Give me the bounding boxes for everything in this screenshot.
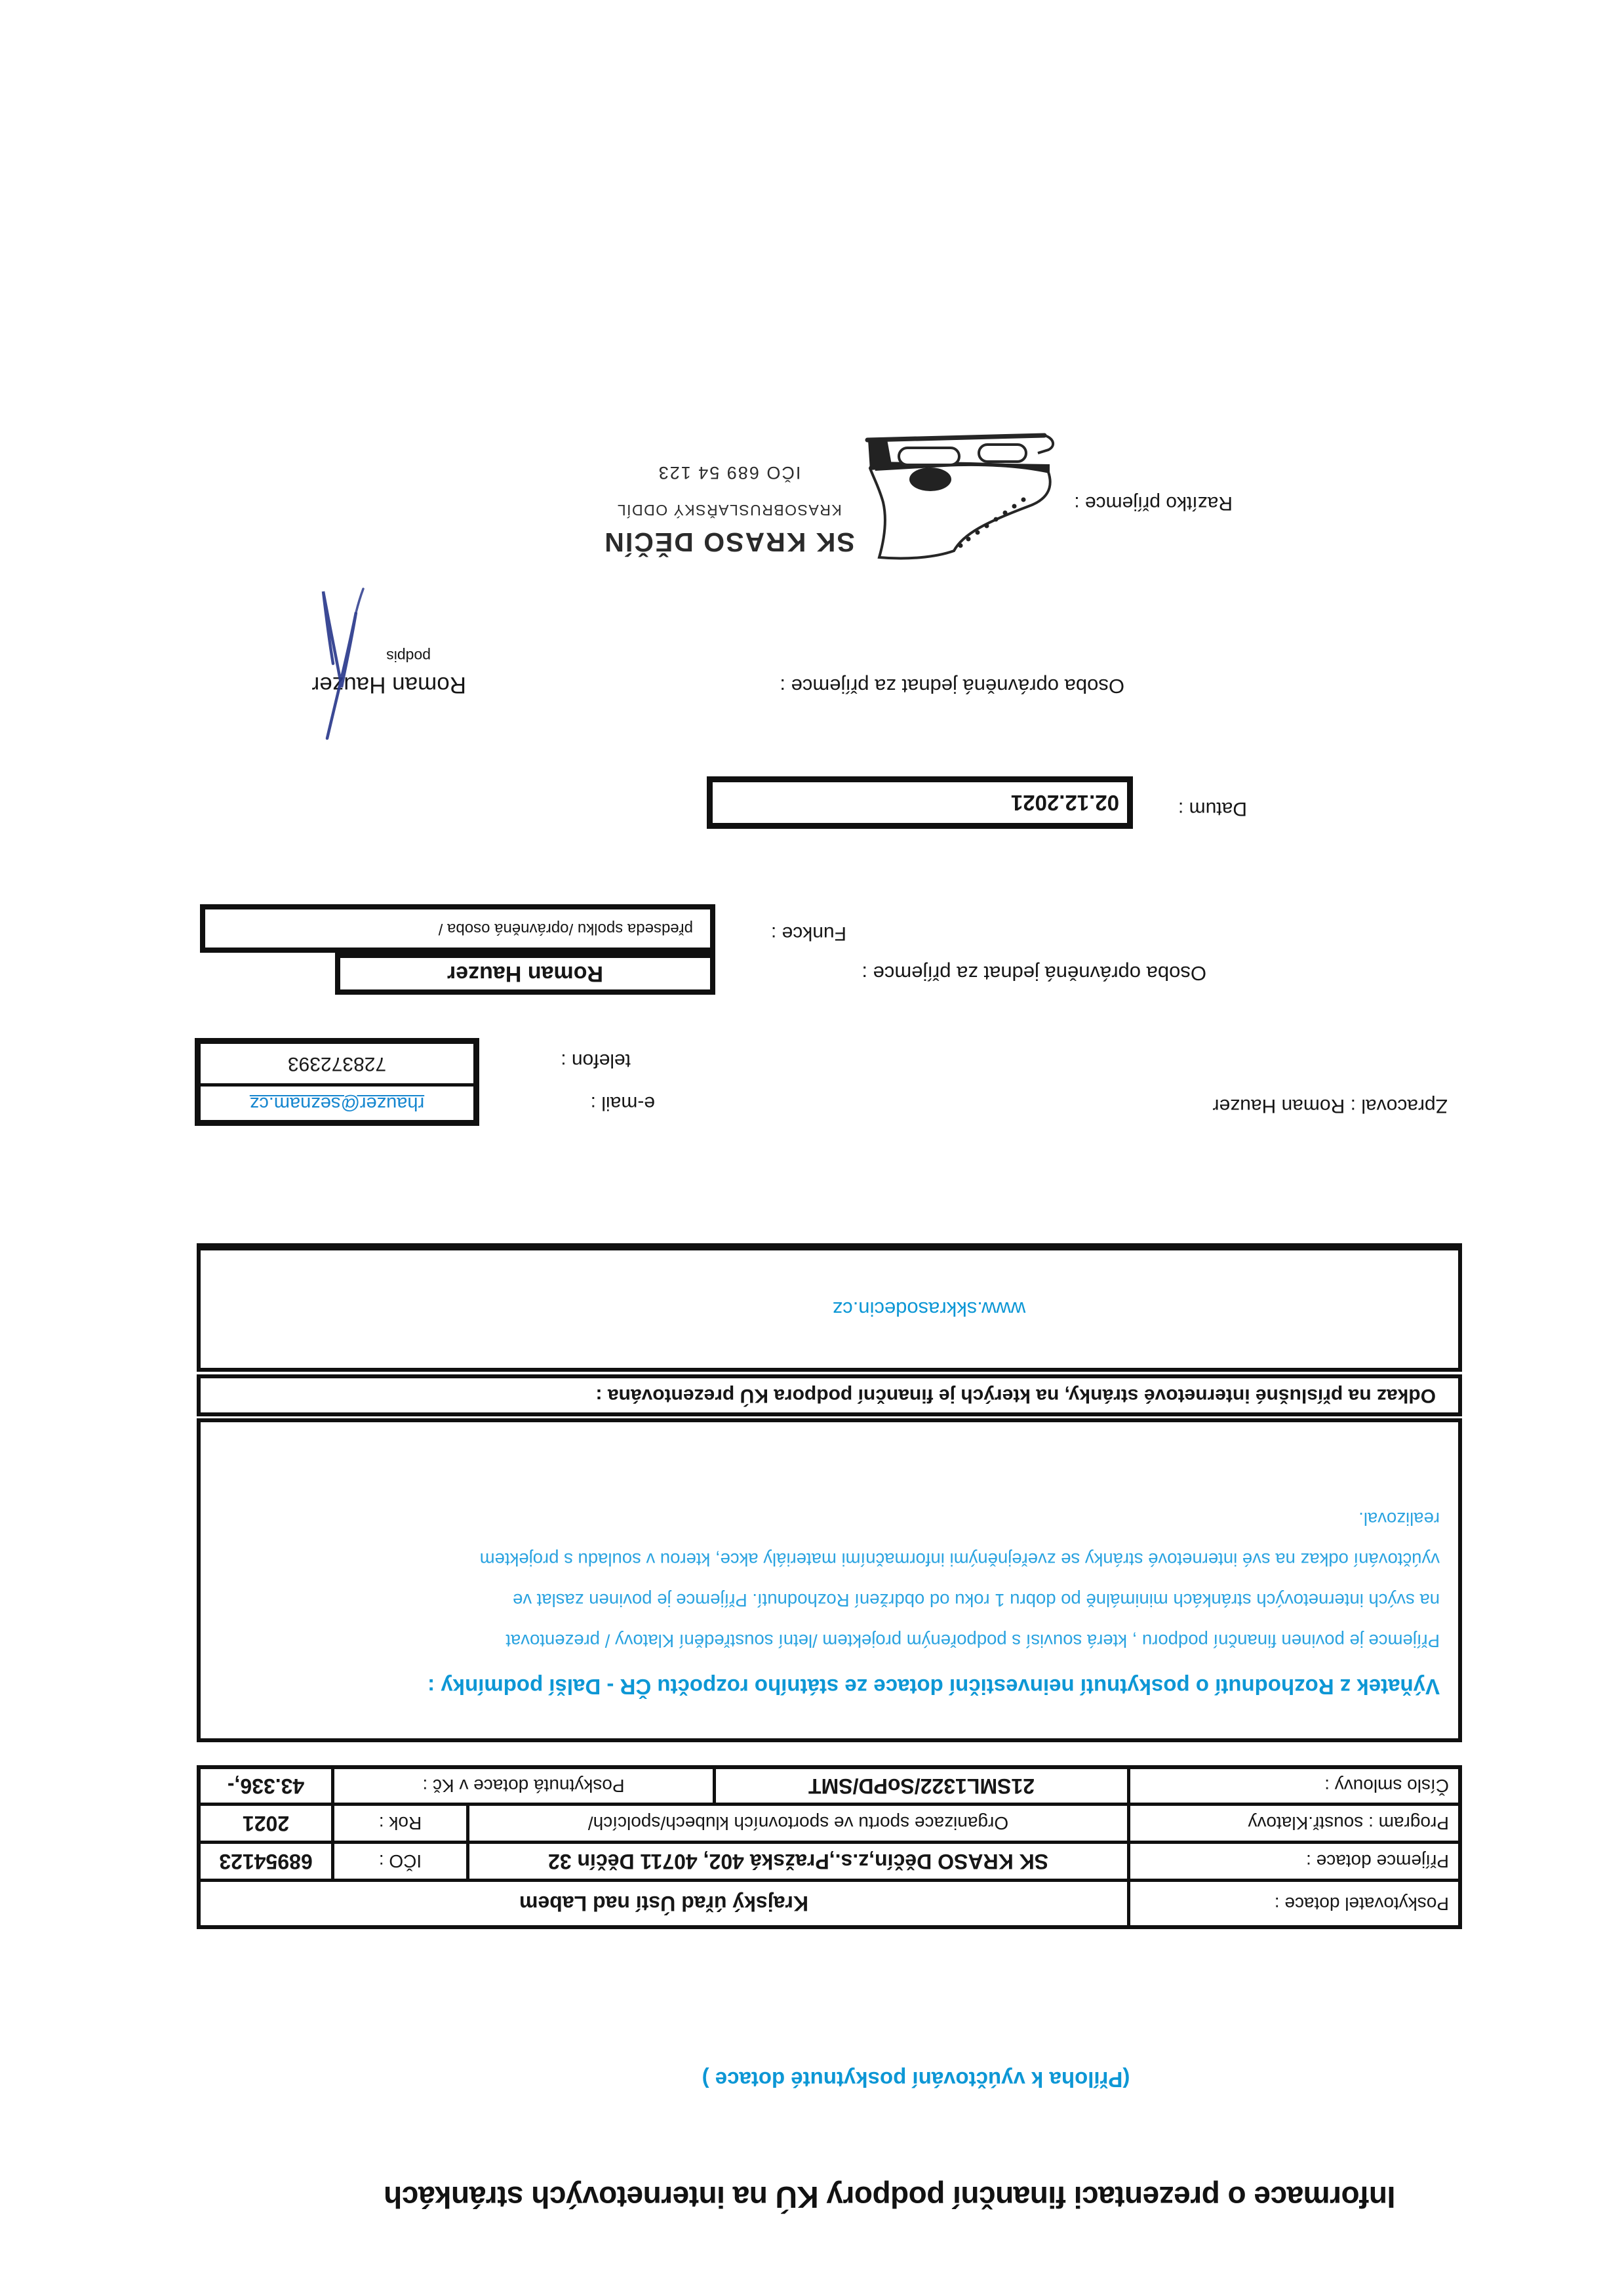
- table-row: [201, 1769, 1458, 1806]
- website-url: www.skkrasodecin.cz: [832, 1298, 1026, 1321]
- excerpt-line: realizoval.: [1358, 1509, 1440, 1529]
- email-value: rhauzer@seznam.cz: [249, 1093, 425, 1114]
- row-label: Příjemce dotace :: [1306, 1851, 1449, 1872]
- page-title: Informace o prezentaci finanční podpory KÚ na internetových stránkách: [384, 2180, 1396, 2214]
- row-value2: 2021: [201, 1806, 334, 1841]
- row-label: Program : soustř.Klatovy: [1248, 1813, 1449, 1834]
- phone-value-box: [201, 1044, 473, 1083]
- table-row: [201, 1844, 1458, 1882]
- signature-caption: podpis: [386, 648, 431, 665]
- signature-person-name: Roman Hauzer: [311, 672, 466, 698]
- row-value: 21SML1322/SoPD/SMT: [716, 1769, 1130, 1803]
- table-row: [201, 1882, 1458, 1925]
- row-value2: 68954123: [201, 1844, 334, 1879]
- authorized-person-label: Osoba oprávněná jednat za příjemce :: [862, 962, 1206, 985]
- row-value2: 43.336,-: [201, 1769, 334, 1803]
- stamp-section-name: KRASOBRUSLAŘSKÝ ODDÍL: [616, 502, 842, 519]
- stamp-label: Razítko příjemce :: [1074, 492, 1233, 514]
- excerpt-line: na svých internetových stránkách minimálně po dobru 1 roku od obdržení Rozhodnutí. Příjemce je povinen zaslat ve: [513, 1590, 1440, 1610]
- prepared-by: Zpracoval : Roman Hauzer: [1212, 1095, 1448, 1117]
- function-label: Funkce :: [770, 923, 846, 944]
- row-label: Číslo smlouvy :: [1324, 1776, 1449, 1797]
- website-box: [197, 1243, 1462, 1372]
- email-value-box: [201, 1083, 473, 1120]
- website-label-box: Odkaz na příslušné internetové stránky, na kterých je finanční podpora KÚ prezentována :: [197, 1374, 1462, 1416]
- decision-excerpt-box: [197, 1418, 1462, 1742]
- row-label2: Rok :: [334, 1806, 469, 1841]
- stamp-club-name: SK KRASO DĚČÍN: [603, 527, 855, 557]
- row-label: Poskytovatel dotace :: [1274, 1894, 1449, 1914]
- table-row: [201, 1806, 1458, 1844]
- date-value-box: 02.12.2021: [707, 776, 1133, 829]
- excerpt-line: vyúčtování odkaz na své internetové stránky se zveřejněnými informačními materiály akce, kterou v souladu s projektem: [479, 1549, 1440, 1570]
- excerpt-heading: Výňatek z Rozhodnutí o poskytnutí neinvestiční dotace ze státního rozpočtu ČR - Další podmínky :: [427, 1675, 1440, 1699]
- signature-stroke-icon: [300, 585, 385, 742]
- stamp-text-block: [565, 462, 893, 557]
- row-value: Krajský úřad Ústí nad Labem: [201, 1882, 1130, 1925]
- phone-label: telefon :: [561, 1050, 631, 1071]
- row-label2: Poskytnutá dotace v Kč :: [334, 1769, 716, 1803]
- authorized-person-name-box: Roman Hauzer: [335, 953, 715, 995]
- excerpt-line: Příjemce je povinen finanční podporu , která souvisí s podpořeným projektem /letní soustředění Klatovy / prezentovat: [505, 1631, 1440, 1651]
- contact-value-boxes: [195, 1038, 479, 1126]
- phone-value: 728372393: [287, 1053, 387, 1075]
- grant-info-table: [197, 1765, 1462, 1929]
- function-value-box: předseda spolku /oprávněná osoba /: [200, 904, 715, 953]
- stamp-ico-number: IČO 689 54 123: [657, 463, 801, 483]
- signature-person-label: Osoba oprávněná jednat za příjemce :: [780, 675, 1124, 698]
- email-label: e-mail :: [590, 1092, 655, 1114]
- row-value: Organizace sportu ve sportovních klubech/spolcích/: [469, 1806, 1130, 1841]
- row-label2: IČO :: [334, 1844, 469, 1879]
- page-subtitle: (Příloha k vyúčtování poskytnuté dotace ): [702, 2067, 1130, 2092]
- row-value: SK KRASO Děčín,z.s.,Pražská 402, 40711 Děčín 32: [469, 1844, 1130, 1879]
- date-label: Datum :: [1178, 798, 1247, 820]
